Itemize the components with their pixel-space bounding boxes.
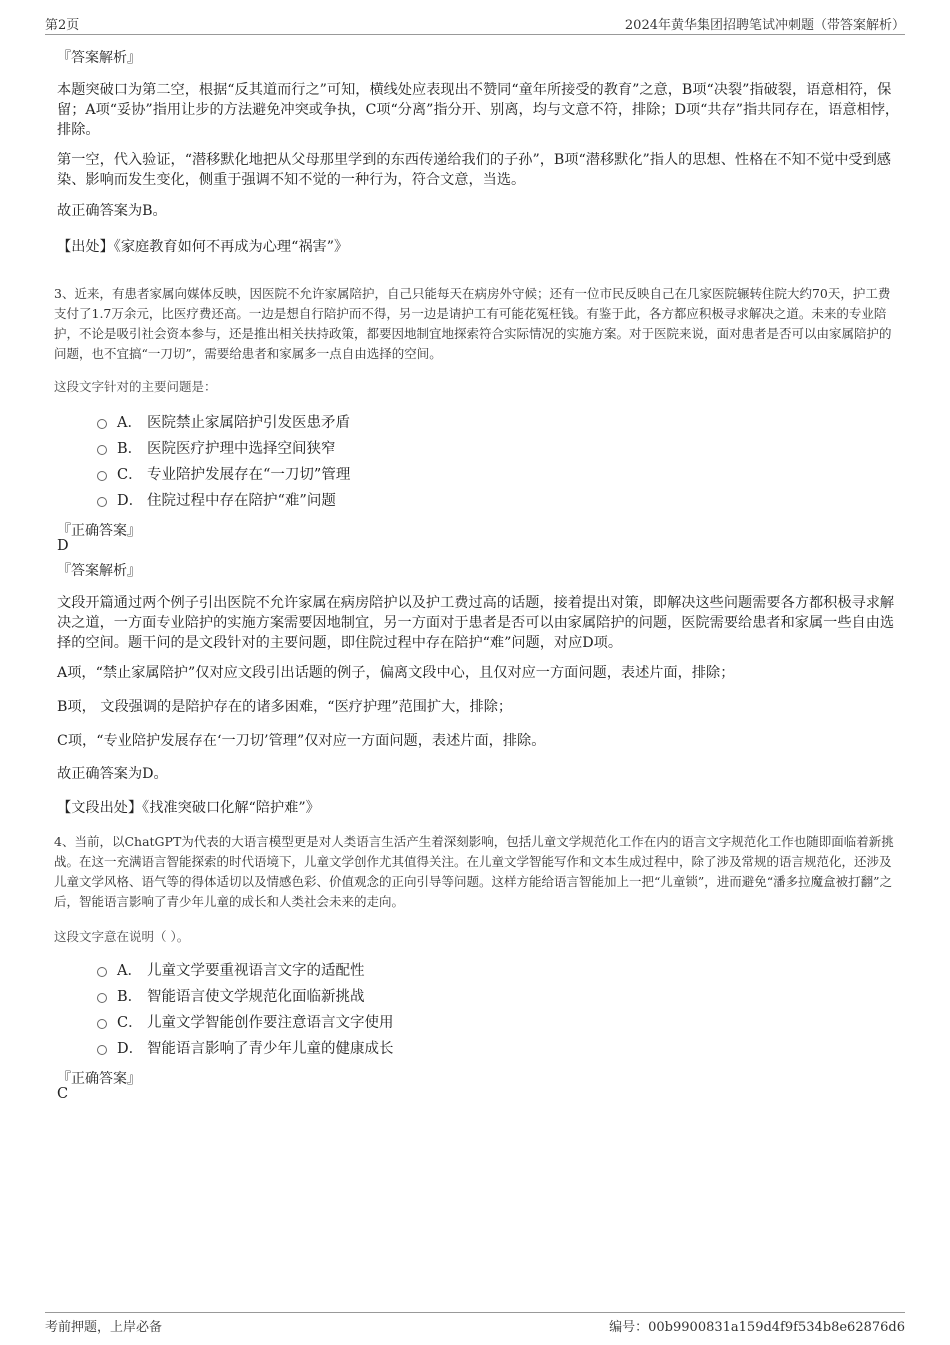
q4-option-b[interactable]: B． 智能语言使文学规范化面临新挑战 <box>97 986 365 1008</box>
q3-option-a[interactable]: A． 医院禁止家属陪护引发医患矛盾 <box>97 412 350 434</box>
q2-source: 【出处】《家庭教育如何不再成为心理“祸害”》 <box>57 239 349 255</box>
q4-option-d[interactable]: D． 智能语言影响了青少年儿童的健康成长 <box>97 1038 394 1060</box>
q3-option-c[interactable]: C． 专业陪护发展存在“一刀切”管理 <box>97 464 350 486</box>
serial-label: 编号： <box>609 1320 649 1335</box>
q4-answer: C <box>57 1086 69 1102</box>
radio-icon[interactable] <box>97 993 107 1003</box>
serial-value: 00b9900831a159d4f9f534b8e62876d6 <box>648 1320 905 1335</box>
q2-analysis-paragraph-2: 第一空，代入验证，“潜移默化地把从父母那里学到的东西传递给我们的子孙”，B项“潜移默化”指人的思想、性格在不知不觉中受到感染、影响而发生变化，侧重于强调不知不觉的一种行为，符合文意，当选。 <box>57 152 891 188</box>
q3-analysis-option-b: B项， 文段强调的是陪护存在的诸多困难，“医疗护理”范围扩大，排除； <box>57 699 513 715</box>
footer-slogan: 考前押题，上岸必备 <box>45 1320 163 1335</box>
q4-answer-label: 『正确答案』 <box>57 1071 141 1087</box>
q4-option-c[interactable]: C． 儿童文学智能创作要注意语言文字使用 <box>97 1012 394 1034</box>
q3-answer: D <box>57 538 69 554</box>
q3-answer-label: 『正确答案』 <box>57 523 141 539</box>
q3-stem: 3、近来，有患者家属向媒体反映，因医院不允许家属陪护，自己只能每天在病房外守候；还有一位市民反映自己在几家医院辗转住院大约70天，护工费支付了1.7万余元，比医疗费还高。一边是想自行陪护而不得，另一边是请护工有可能花冤枉钱。有鉴于此，各方都应积极寻求解决之道。未来的专业陪护，不论是吸引社会资本参与，还是推出相关扶持政策，都要因地制宜地探索符合实际情况的实施方案。对于医院来说，面对患者是否可以由家属陪护的问题，也不宜搞“一刀切”，需要给患者和家属多一点自由选择的空间。 <box>54 286 892 361</box>
q2-analysis-paragraph-1: 本题突破口为第二空，根据“反其道而行之”可知，横线处应表现出不赞同“童年所接受的教育”之意，B项“决裂”指破裂，语意相符，保留；A项“妥协”指用让步的方法避免冲突或争执，C项“分离”指分开、别离，均与文意不符，排除；D项“共存”指共同存在，语意相悖，排除。 <box>57 82 900 138</box>
q4-stem: 4、当前，以ChatGPT为代表的大语言模型更是对人类语言生活产生着深刻影响，包括儿童文学规范化工作在内的语言文字规范化工作也随即面临着新挑战。在这一充满语言智能探索的时代语境下，儿童文学创作尤其值得关注。在儿童文学智能写作和文本生成过程中，除了涉及常规的语言规范化，还涉及儿童文学风格、语气等的得体适切以及情感色彩、价值观念的正向引导等问题。这样方能给语言智能加上一把“儿童锁”，进而避免“潘多拉魔盒被打翻”之后，智能语言影响了青少年儿童的成长和人类社会未来的走向。 <box>54 834 894 909</box>
radio-icon[interactable] <box>97 967 107 977</box>
q3-option-b[interactable]: B． 医院医疗护理中选择空间狭窄 <box>97 438 336 460</box>
q3-analysis-paragraph-1: 文段开篇通过两个例子引出医院不允许家属在病房陪护以及护工费过高的话题，接着提出对策，即解决这些问题需要各方都积极寻求解决之道，一方面专业陪护的实施方案需要因地制宜，另一方面对于患者是否可以由家属陪护的问题，医院需要给患者和家属一些自由选择的空间。题干问的是文段针对的主要问题，即住院过程中存在陪护“难”问题，对应D项。 <box>57 595 895 651</box>
radio-icon[interactable] <box>97 1019 107 1029</box>
page-header <box>45 14 905 35</box>
q4-prompt: 这段文字意在说明（ ）。 <box>54 929 190 944</box>
document-title: 2024年黄华集团招聘笔试冲刺题（带答案解析） <box>624 18 905 33</box>
q2-analysis-label: 『答案解析』 <box>57 50 141 66</box>
q3-analysis-option-a: A项，“禁止家属陪护”仅对应文段引出话题的例子，偏离文段中心，且仅对应一方面问题，表述片面，排除； <box>57 665 735 681</box>
q4-option-a[interactable]: A． 儿童文学要重视语言文字的适配性 <box>97 960 365 982</box>
radio-icon[interactable] <box>97 497 107 507</box>
q3-analysis-option-c: C项，“专业陪护发展存在‘一刀切’管理”仅对应一方面问题，表述片面，排除。 <box>57 733 546 749</box>
page-number: 第2页 <box>45 18 80 33</box>
document-serial <box>609 1316 905 1335</box>
radio-icon[interactable] <box>97 445 107 455</box>
q3-conclusion: 故正确答案为D。 <box>57 766 168 782</box>
radio-icon[interactable] <box>97 1045 107 1055</box>
radio-icon[interactable] <box>97 419 107 429</box>
q3-source: 【文段出处】《找准突破口化解“陪护难”》 <box>57 800 320 816</box>
page-footer <box>45 1312 905 1335</box>
q3-prompt: 这段文字针对的主要问题是： <box>54 379 217 394</box>
q2-conclusion: 故正确答案为B。 <box>57 203 167 219</box>
q3-analysis-label: 『答案解析』 <box>57 563 141 579</box>
q3-option-d[interactable]: D． 住院过程中存在陪护“难”问题 <box>97 490 336 512</box>
radio-icon[interactable] <box>97 471 107 481</box>
